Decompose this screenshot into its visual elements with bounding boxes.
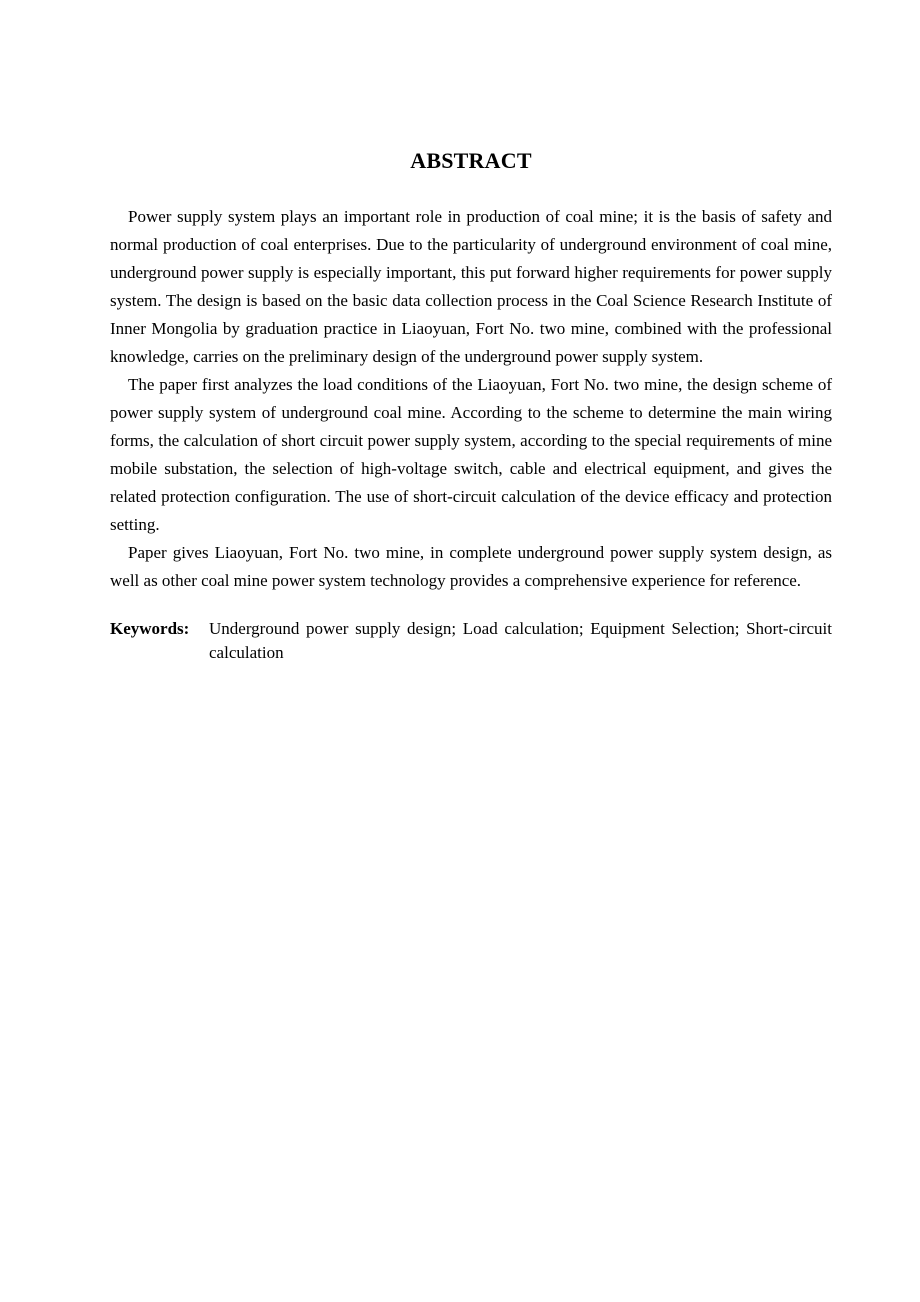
abstract-paragraph-3: Paper gives Liaoyuan, Fort No. two mine, in complete underground power supply system design, as well as other coal mine power system technology provides a comprehensive experience for reference.	[110, 543, 832, 590]
keywords-text: Underground power supply design; Load calculation; Equipment Selection; Short-circuit calculation	[209, 619, 832, 662]
abstract-paragraph-1: Power supply system plays an important role in production of coal mine; it is the basis of safety and normal production of coal enterprises. Due to the particularity of underground environment of coal mine, underground power supply is especially important, this put forward higher requirements for power supply system. The design is based on the basic data collection process in the Coal Science Research Institute of Inner Mongolia by graduation practice in Liaoyuan, Fort No. two mine, combined with the professional knowledge, carries on the preliminary design of the underground power supply system.	[110, 207, 832, 366]
abstract-paragraph-2: The paper first analyzes the load conditions of the Liaoyuan, Fort No. two mine, the design scheme of power supply system of underground coal mine. According to the scheme to determine the main wiring forms, the calculation of short circuit power supply system, according to the special requirements of mine mobile substation, the selection of high-voltage switch, cable and electrical equipment, and gives the related protection configuration. The use of short-circuit calculation of the device efficacy and protection setting.	[110, 375, 832, 534]
abstract-page	[110, 145, 832, 665]
abstract-title: ABSTRACT	[410, 148, 532, 173]
keywords-block	[110, 617, 832, 665]
keywords-label: Keywords:	[110, 619, 190, 638]
